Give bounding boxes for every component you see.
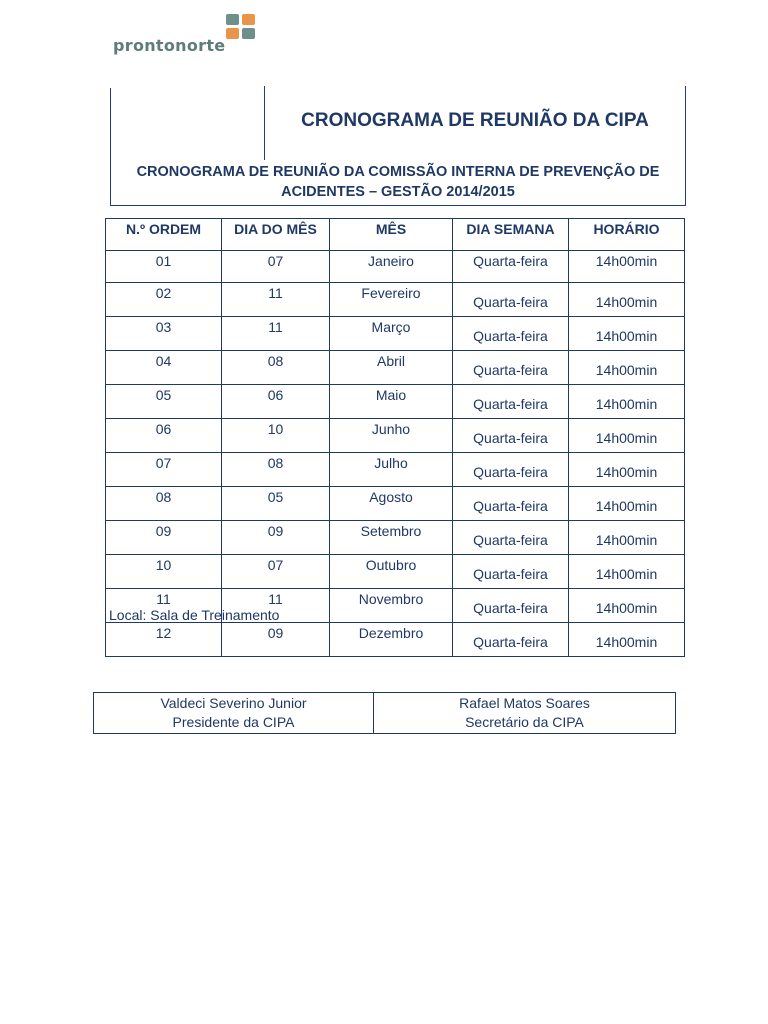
signature-name: Valdeci Severino Junior xyxy=(160,695,307,711)
cell-order: 02 xyxy=(106,283,222,317)
table-row xyxy=(106,453,685,487)
cell-day: 08 xyxy=(222,453,330,487)
table-row xyxy=(106,521,685,555)
cell-day: 08 xyxy=(222,351,330,385)
cell-order: 03 xyxy=(106,317,222,351)
company-logo xyxy=(113,12,263,58)
cell-order: 05 xyxy=(106,385,222,419)
cell-month: Maio xyxy=(330,385,453,419)
cell-time: 14h00min xyxy=(569,521,685,555)
signature-secretary xyxy=(374,693,676,734)
table-row xyxy=(106,385,685,419)
cell-day: 09 xyxy=(222,521,330,555)
signature-president xyxy=(94,693,374,734)
cell-month: Julho xyxy=(330,453,453,487)
cell-weekday: Quarta-feira xyxy=(453,385,569,419)
cell-weekday: Quarta-feira xyxy=(453,317,569,351)
table-row xyxy=(106,419,685,453)
cell-month: Janeiro xyxy=(330,251,453,283)
cell-month: Fevereiro xyxy=(330,283,453,317)
cell-order: 12 xyxy=(106,623,222,657)
cell-time: 14h00min xyxy=(569,283,685,317)
cell-order: 08 xyxy=(106,487,222,521)
subtitle-line-2: ACIDENTES – GESTÃO 2014/2015 xyxy=(281,184,515,200)
cell-day: 05 xyxy=(222,487,330,521)
cell-month: Dezembro xyxy=(330,623,453,657)
cell-time: 14h00min xyxy=(569,623,685,657)
table-row xyxy=(106,317,685,351)
location-note: Local: Sala de Treinamento xyxy=(109,607,280,623)
cell-weekday: Quarta-feira xyxy=(453,283,569,317)
cell-time: 14h00min xyxy=(569,251,685,283)
schedule-table xyxy=(105,218,685,657)
cell-order: 09 xyxy=(106,521,222,555)
cell-time: 14h00min xyxy=(569,453,685,487)
cell-month: Junho xyxy=(330,419,453,453)
cell-day: 06 xyxy=(222,385,330,419)
cell-order: 10 xyxy=(106,555,222,589)
cell-day: 10 xyxy=(222,419,330,453)
table-row xyxy=(106,251,685,283)
col-header-time: HORÁRIO xyxy=(569,219,685,251)
signature-table xyxy=(93,692,676,734)
cell-order: 07 xyxy=(106,453,222,487)
cell-weekday: Quarta-feira xyxy=(453,251,569,283)
cell-day: 07 xyxy=(222,251,330,283)
signature-role: Secretário da CIPA xyxy=(465,714,584,730)
cell-weekday: Quarta-feira xyxy=(453,419,569,453)
cell-weekday: Quarta-feira xyxy=(453,351,569,385)
cell-month: Novembro xyxy=(330,589,453,623)
cell-day: 07 xyxy=(222,555,330,589)
cell-time: 14h00min xyxy=(569,385,685,419)
signature-name: Rafael Matos Soares xyxy=(459,695,590,711)
signature-row xyxy=(94,693,676,734)
cell-order: 06 xyxy=(106,419,222,453)
cell-order: 11 xyxy=(106,589,222,623)
header-left-border xyxy=(110,88,111,160)
page-title: CRONOGRAMA DE REUNIÃO DA CIPA xyxy=(301,110,649,131)
col-header-order: N.º ORDEM xyxy=(106,219,222,251)
col-header-month: MÊS xyxy=(330,219,453,251)
cell-time: 14h00min xyxy=(569,487,685,521)
col-header-weekday: DIA SEMANA xyxy=(453,219,569,251)
cell-month: Setembro xyxy=(330,521,453,555)
cell-weekday: Quarta-feira xyxy=(453,623,569,657)
cell-time: 14h00min xyxy=(569,351,685,385)
table-row xyxy=(106,623,685,657)
cell-time: 14h00min xyxy=(569,555,685,589)
cell-weekday: Quarta-feira xyxy=(453,453,569,487)
table-row xyxy=(106,351,685,385)
cell-order: 04 xyxy=(106,351,222,385)
cell-day: 11 xyxy=(222,283,330,317)
cell-time: 14h00min xyxy=(569,317,685,351)
cell-weekday: Quarta-feira xyxy=(453,589,569,623)
cell-time: 14h00min xyxy=(569,419,685,453)
logo-text: prontonorte xyxy=(113,36,226,55)
cell-month: Outubro xyxy=(330,555,453,589)
cell-month: Março xyxy=(330,317,453,351)
col-header-day: DIA DO MÊS xyxy=(222,219,330,251)
cross-squares-logo-icon xyxy=(226,14,256,40)
table-row xyxy=(106,283,685,317)
cell-weekday: Quarta-feira xyxy=(453,555,569,589)
cell-month: Abril xyxy=(330,351,453,385)
cell-weekday: Quarta-feira xyxy=(453,521,569,555)
subtitle-line-1: CRONOGRAMA DE REUNIÃO DA COMISSÃO INTERNA DE PREVENÇÃO DE xyxy=(136,164,660,180)
cell-month: Agosto xyxy=(330,487,453,521)
signature-role: Presidente da CIPA xyxy=(172,714,295,730)
cell-weekday: Quarta-feira xyxy=(453,487,569,521)
table-row xyxy=(106,555,685,589)
cell-time: 14h00min xyxy=(569,589,685,623)
cell-day: 11 xyxy=(222,589,330,623)
page-subtitle xyxy=(112,162,684,202)
cell-day: 11 xyxy=(222,317,330,351)
table-row xyxy=(106,487,685,521)
table-header-row xyxy=(106,219,685,251)
cell-order: 01 xyxy=(106,251,222,283)
cell-day: 09 xyxy=(222,623,330,657)
